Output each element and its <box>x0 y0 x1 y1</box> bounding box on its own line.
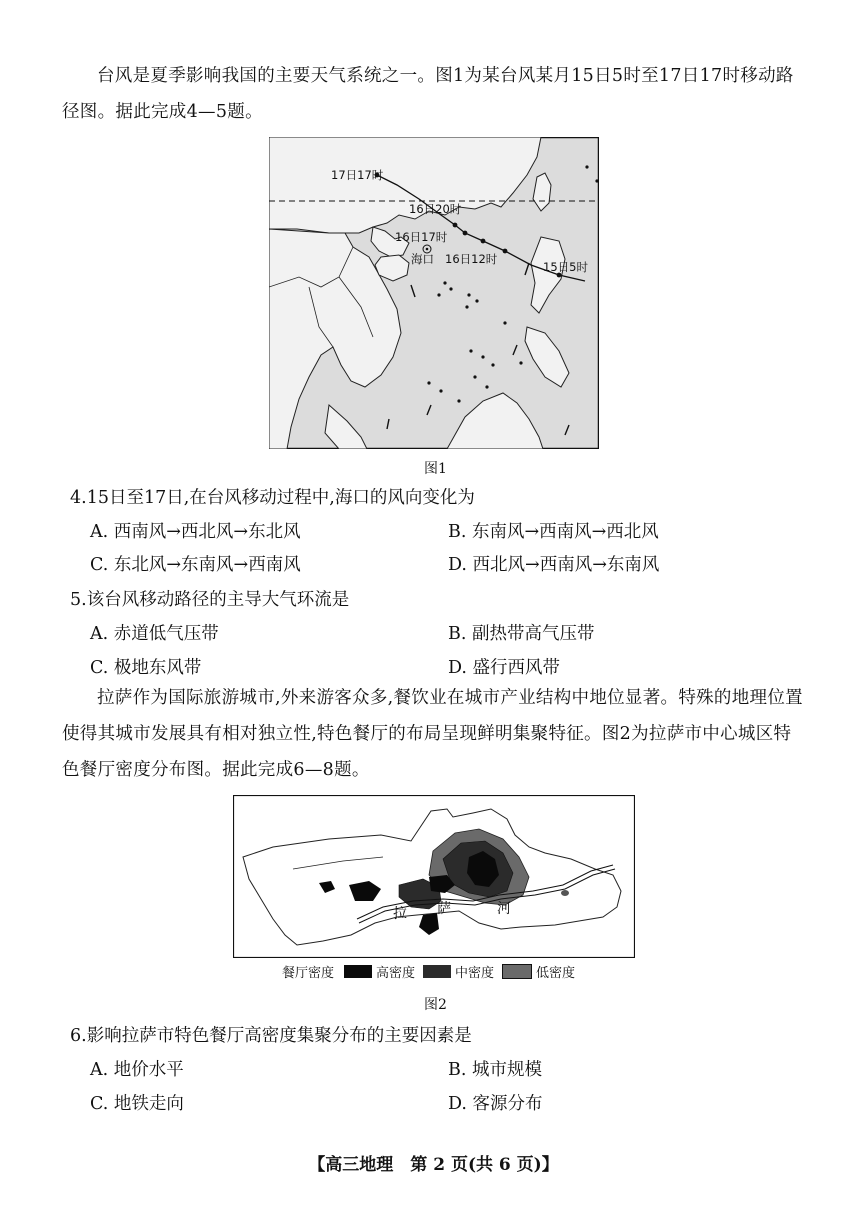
label-17-17: 17日17时 <box>331 168 384 182</box>
legend-swatch-high <box>344 965 372 978</box>
legend-label-mid: 中密度 <box>455 966 495 981</box>
question-5-stem: 5.该台风移动路径的主导大气环流是 <box>70 590 350 610</box>
question-5-option-b: B. 副热带高气压带 <box>448 624 595 644</box>
label-16-20: 16日20时 <box>409 202 462 216</box>
legend-swatch-low <box>502 964 532 979</box>
typhoon-track-map-svg <box>269 137 599 449</box>
label-15-05: 15日5时 <box>543 260 588 274</box>
question-4-stem: 4.15日至17日,在台风移动过程中,海口的风向变化为 <box>70 488 475 508</box>
label-16-12: 16日12时 <box>445 252 498 266</box>
question-4-option-c: C. 东北风→东南风→西南风 <box>90 555 301 575</box>
question-6-option-b: B. 城市规模 <box>448 1060 542 1080</box>
intro-paragraph-1: 台风是夏季影响我国的主要天气系统之一。图1为某台风某月15日5时至17日17时移动路径图。据此完成4—5题。 <box>62 66 794 122</box>
question-5-option-c: C. 极地东风带 <box>90 658 202 678</box>
typhoon-track-map <box>269 137 599 449</box>
question-4-option-a: A. 西南风→西北风→东北风 <box>90 522 301 542</box>
question-6-stem: 6.影响拉萨市特色餐厅高密度集聚分布的主要因素是 <box>70 1026 472 1046</box>
map2-legend <box>282 962 575 981</box>
question-4-option-d: D. 西北风→西南风→东南风 <box>448 555 660 575</box>
question-5-option-a: A. 赤道低气压带 <box>90 624 219 644</box>
question-5-option-d: D. 盛行西风带 <box>448 658 561 678</box>
legend-label-high: 高密度 <box>376 966 416 981</box>
figure-1-caption: 图1 <box>424 461 447 477</box>
intro-paragraph-2: 拉萨作为国际旅游城市,外来游客众多,餐饮业在城市产业结构中地位显著。特殊的地理位置使得其城市发展具有相对独立性,特色餐厅的布局呈现鲜明集聚特征。图2为拉萨市中心城区特色餐厅密度分布图。据此完成6—8题。 <box>62 688 803 780</box>
legend-swatch-mid <box>423 965 451 978</box>
legend-title: 餐厅密度 <box>282 966 335 981</box>
lhasa-restaurant-map <box>233 795 635 958</box>
question-6-option-a: A. 地价水平 <box>90 1060 184 1080</box>
river-char-1: 拉 <box>393 906 407 922</box>
label-16-17: 16日17时 <box>395 230 448 244</box>
question-4-option-b: B. 东南风→西南风→西北风 <box>448 522 659 542</box>
label-haikou: 海口 <box>411 252 434 266</box>
river-char-2: 萨 <box>437 901 451 917</box>
legend-label-low: 低密度 <box>536 966 576 981</box>
question-6-option-c: C. 地铁走向 <box>90 1094 184 1114</box>
page-footer: 【高三地理 第 2 页(共 6 页)】 <box>308 1155 559 1175</box>
river-char-3: 河 <box>497 901 511 917</box>
question-6-option-d: D. 客源分布 <box>448 1094 543 1114</box>
lhasa-restaurant-map-svg <box>233 795 635 958</box>
figure-2-caption: 图2 <box>424 997 447 1013</box>
